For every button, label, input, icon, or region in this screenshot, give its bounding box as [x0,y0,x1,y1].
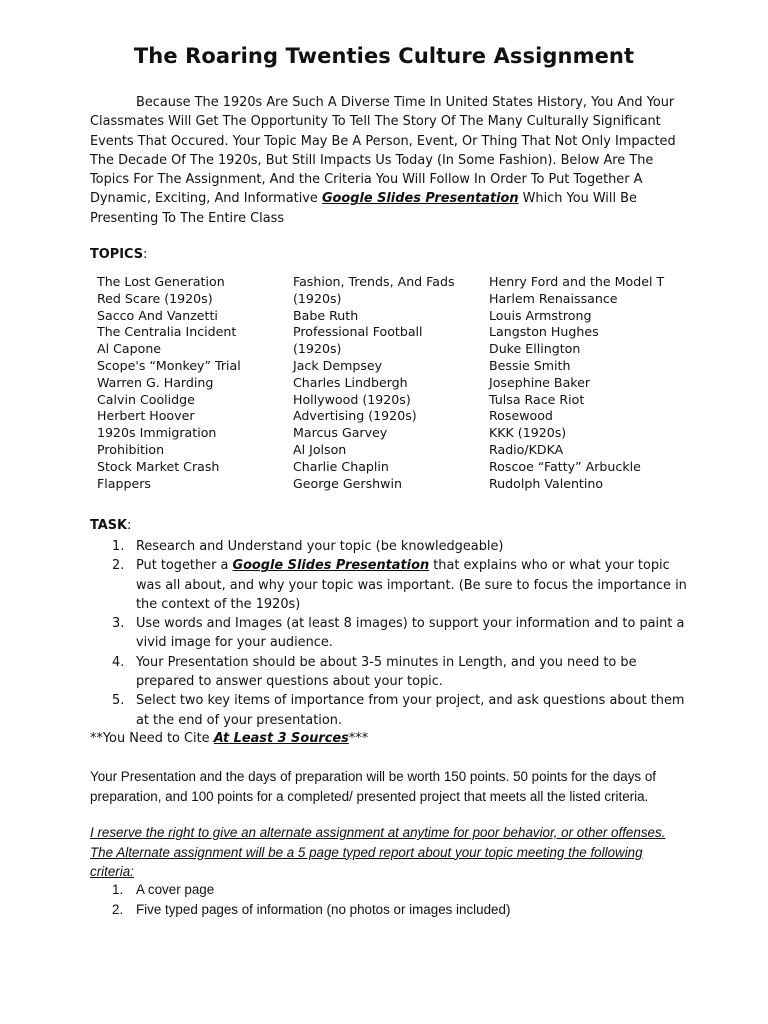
topics-grid [97,274,697,492]
cite-sources-note [90,729,368,748]
topic-item: Josephine Baker [489,374,591,390]
topic-item: Duke Ellington [489,341,581,357]
topic-item: Stock Market Crash [97,458,220,474]
topic-item: 1920s Immigration [97,425,217,441]
topic-item: Babe Ruth [293,307,359,323]
topic-item: Scope's “Monkey” Trial [97,357,241,373]
topic-item: The Centralia Incident [97,324,237,340]
topic-item: Flappers [97,475,151,491]
task-number: 5. [112,693,125,709]
task-item [90,614,690,653]
task-item [90,537,690,556]
task-item [90,556,690,614]
cite-suffix: *** [348,731,369,746]
cite-sources-emphasis: At Least 3 Sources [213,731,349,746]
topic-item: Al Jolson [293,441,347,457]
criteria-text: Five typed pages of information (no photos or images included) [136,901,511,917]
topic-item: Jack Dempsey [293,357,383,373]
topic-item: Warren G. Harding [97,374,214,390]
topic-item: The Lost Generation [97,274,225,289]
google-slides-link[interactable]: Google Slides Presentation [232,558,430,574]
topic-item: Red Scare (1920s) [97,290,213,306]
intro-paragraph [90,93,690,228]
topic-item: Calvin Coolidge [97,391,195,407]
topic-item: Professional Football [293,324,423,340]
topic-item: Charles Lindbergh [293,374,408,390]
topic-item: KKK (1920s) [489,425,567,441]
task-number: 3. [112,616,125,632]
task-heading [90,518,131,533]
criteria-number: 1. [112,882,124,897]
topic-item: Langston Hughes [489,324,599,340]
topics-label: TOPICS [90,247,143,262]
task-number: 1. [112,539,125,554]
topic-item: Harlem Renaissance [489,290,618,306]
intro-text: Because The 1920s Are Such A Diverse Time In United States History, You And Your Classmates Will Get The Opportunity To Tell The Story Of The Many Culturally Significant Events That Occured. Your Topic May Be A Person, Event, Or Thing That Not Only Impacted The Decade Of The 1920s, But Still Impacts Us Today (In Some Fashion). Below Are The Topics For The Assignment, And the Criteria You Will Follow In Order To Put Together A Dynamic, Exciting, And Informative [90,95,676,207]
task-label: TASK [90,518,128,533]
task-text-after: that explains who or what your topic was all about, and why your topic was important. (Be sure to focus the importance in the context of the 1920s) [136,558,687,612]
topic-item: Prohibition [97,441,165,457]
topic-item: Tulsa Race Riot [489,391,585,407]
task-text: Use words and Images (at least 8 images) to support your information and to paint a vivid image for your audience. [136,616,685,651]
topic-item: Roscoe “Fatty” Arbuckle [489,458,641,474]
topics-heading [90,247,147,262]
topics-column-1 [97,274,293,492]
task-number: 4. [112,654,125,670]
topic-item: Henry Ford and the Model T [489,274,665,289]
cite-prefix: **You Need to Cite [90,731,214,746]
task-text: Select two key items of importance from your project, and ask questions about them at the end of your presentation. [136,693,685,728]
topics-label-colon: : [142,247,148,262]
alternate-assignment-notice: I reserve the right to give an alternate assignment at anytime for poor behavior, or other offenses. The Alternate assignment will be a 5 page typed report about your topic meeting the following criteria: [90,825,666,880]
points-paragraph: Your Presentation and the days of preparation will be worth 150 points. 50 points for the days of preparation, and 100 points for a completed/ presented project that meets all the listed criteria. [90,769,656,804]
task-label-colon: : [127,518,132,533]
criteria-number: 2. [112,901,124,917]
topic-item: Herbert Hoover [97,408,195,424]
task-item [90,691,690,730]
topic-item: Sacco And Vanzetti [97,307,218,323]
topic-item: Bessie Smith [489,357,571,373]
page-title: The Roaring Twenties Culture Assignment [133,44,635,68]
topic-item: Hollywood (1920s) [293,391,411,407]
topic-item: Marcus Garvey [293,425,388,441]
task-text-before: Put together a [136,558,233,574]
topic-item: Charlie Chaplin [293,458,389,474]
topic-item: Radio/KDKA [489,441,564,457]
task-text: Research and Understand your topic (be knowledgeable) [136,539,504,554]
task-item [90,653,690,692]
topic-item: Al Capone [97,341,162,357]
topics-column-3 [489,274,697,492]
topics-column-2 [293,274,489,492]
intro-text-end: Which You Will Be Presenting To The Entire Class [90,191,637,226]
task-text: Your Presentation should be about 3-5 minutes in Length, and you need to be prepared to answer questions about your topic. [136,654,637,690]
topic-item: George Gershwin [293,475,402,491]
task-list [90,537,690,730]
topic-item: Advertising (1920s) [293,408,417,424]
topic-item: Rudolph Valentino [489,475,604,491]
alternate-criteria-item [90,880,690,900]
task-number: 2. [112,558,125,574]
alternate-criteria-list [90,880,690,919]
topic-item: (1920s) [293,341,342,357]
criteria-text: A cover page [136,882,215,897]
topic-item: Louis Armstrong [489,307,592,323]
topic-item: Rosewood [489,408,553,424]
alternate-criteria-item [90,900,690,920]
topic-item: (1920s) [293,290,342,306]
topic-item: Fashion, Trends, And Fads [293,274,455,289]
google-slides-link[interactable]: Google Slides Presentation [321,191,519,207]
